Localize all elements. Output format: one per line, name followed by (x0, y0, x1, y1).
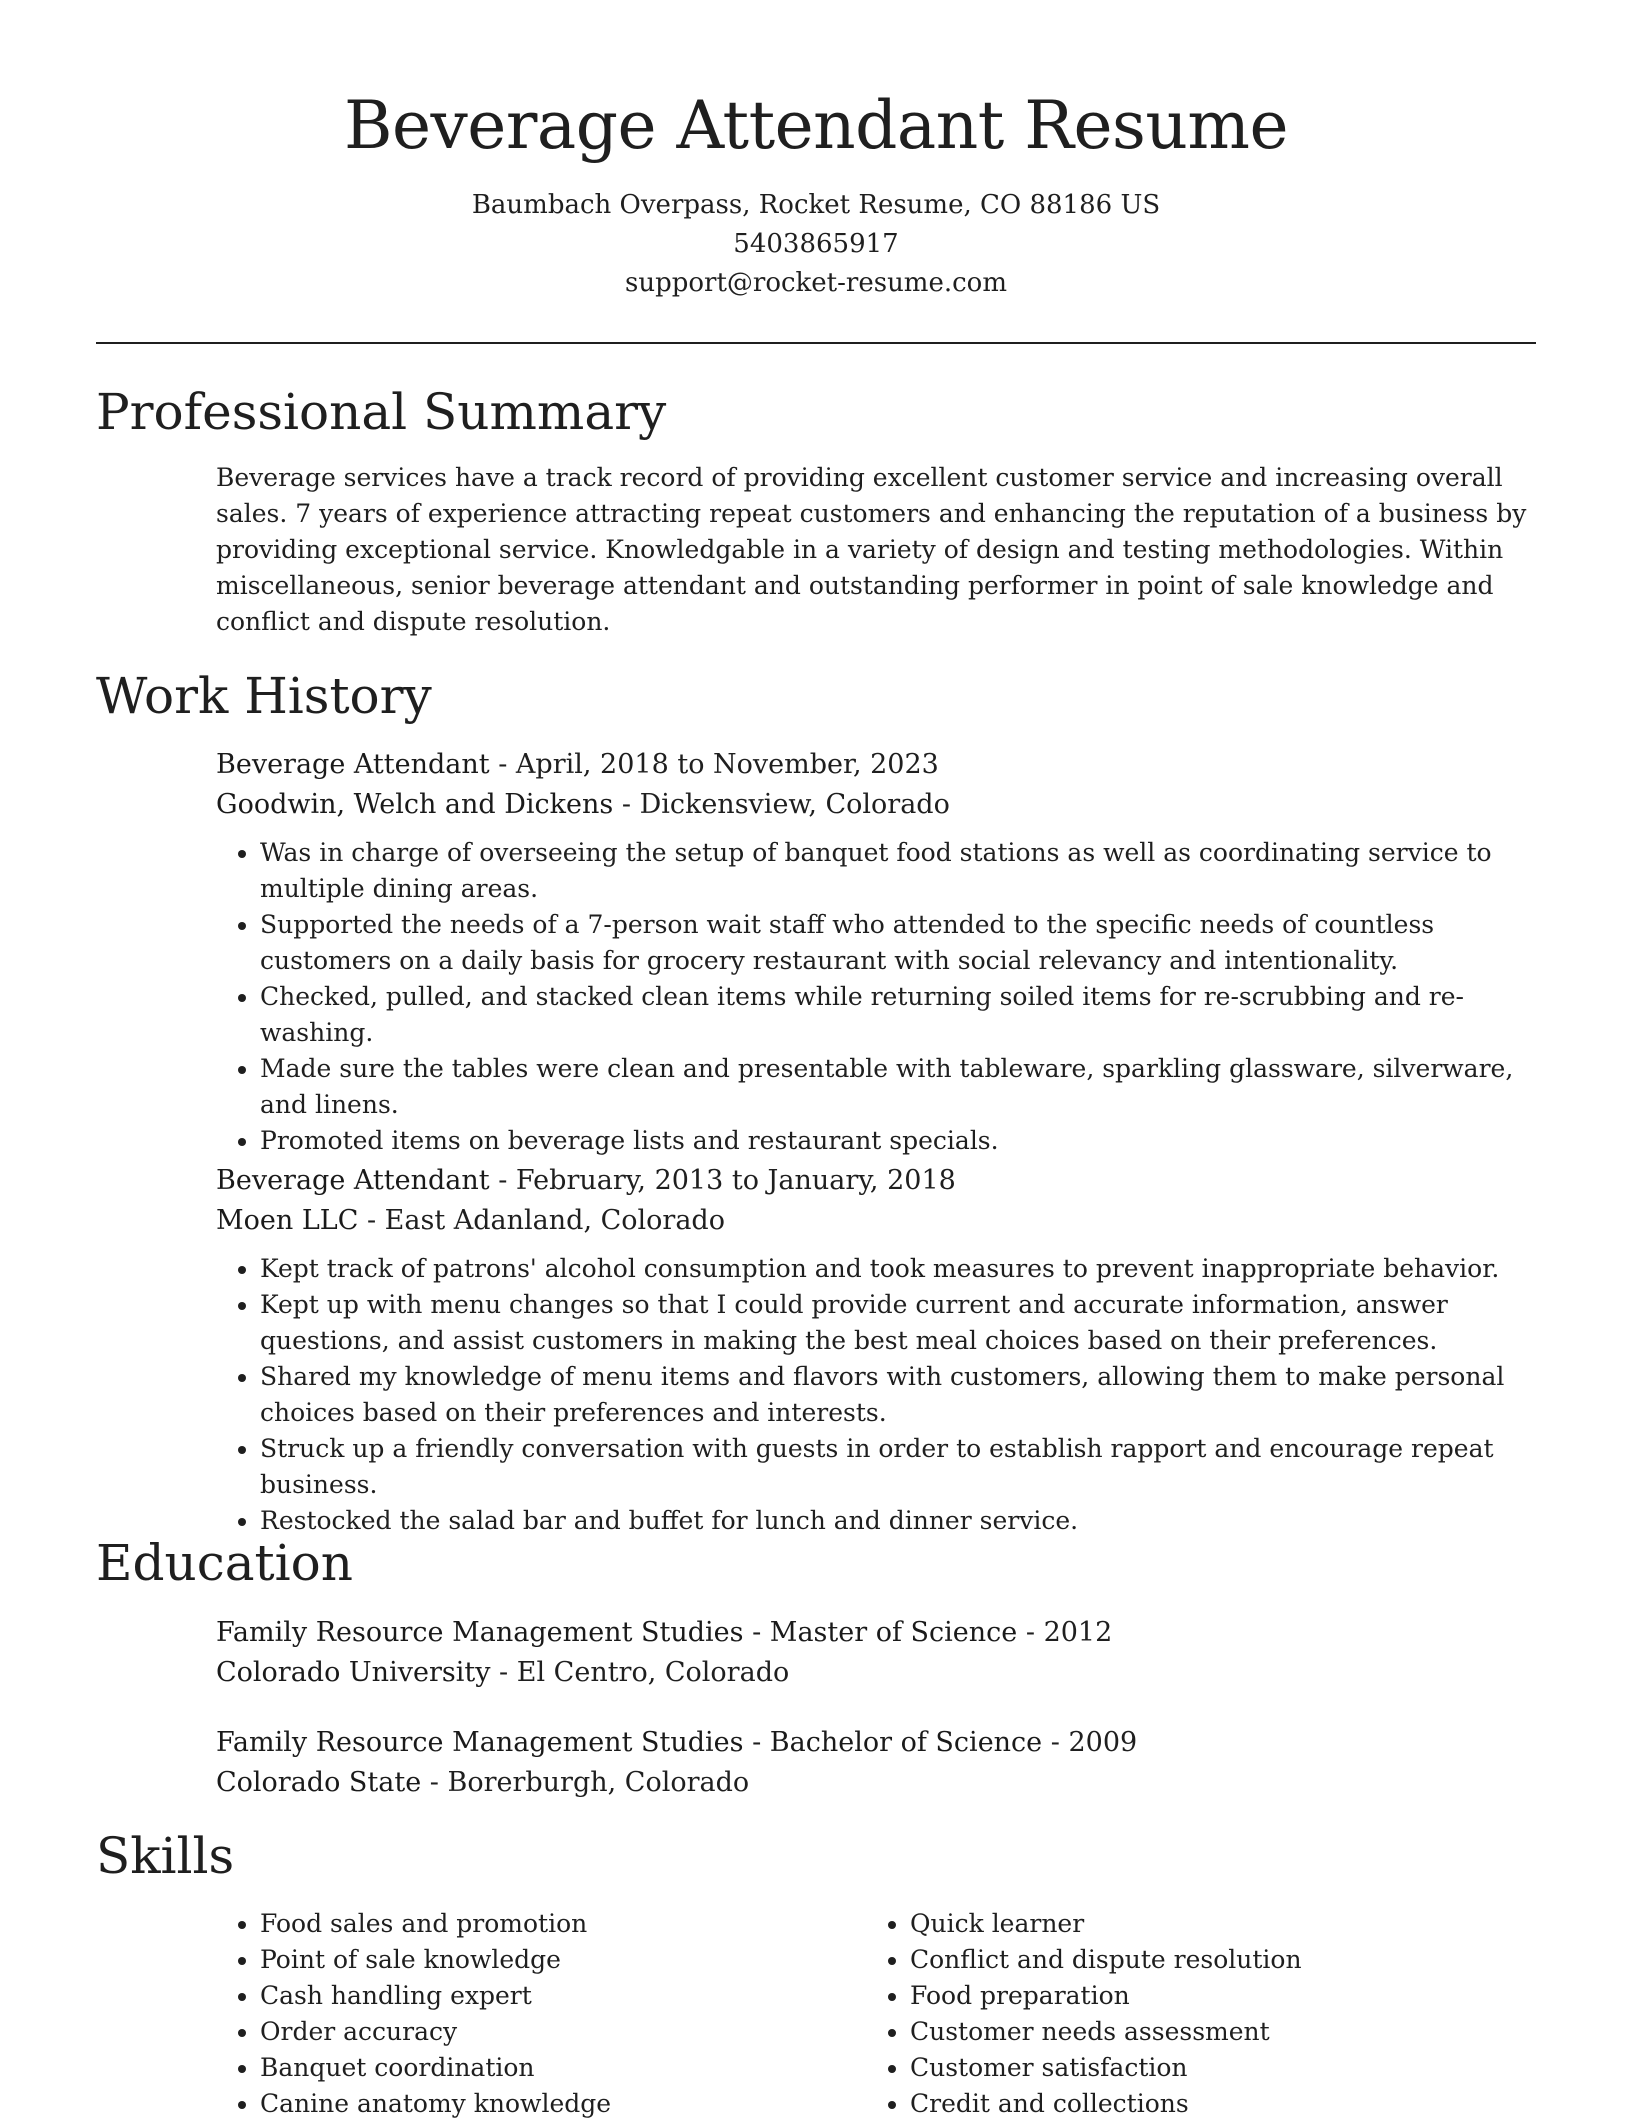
separator: - (358, 1205, 385, 1236)
resume-page (96, 0, 1536, 2118)
work-history-heading: Work History (96, 667, 432, 725)
separator: - (421, 1767, 448, 1798)
contact-phone: 5403865917 (733, 229, 899, 259)
job-title: Beverage Attendant (216, 749, 490, 780)
education-school: Colorado State (216, 1767, 422, 1798)
education-location: El Centro, Colorado (516, 1657, 790, 1688)
education-heading: Education (96, 1534, 353, 1592)
education-school-line (216, 1653, 1536, 1693)
separator: - (490, 1657, 517, 1688)
skills-list (216, 1906, 1536, 2122)
summary-section (216, 460, 1536, 640)
skill-item: • Banquet coordination (260, 2050, 866, 2086)
job-bullets (216, 835, 1536, 1159)
skill-item: • Cash handling expert (260, 1978, 866, 2014)
job-entry (216, 745, 1536, 1159)
skill-item: • Quick learner (910, 1906, 1516, 1942)
education-field: Family Resource Management Studies (216, 1727, 744, 1758)
skill-item: • Conflict and dispute resolution (910, 1942, 1516, 1978)
separator: - (743, 1727, 770, 1758)
summary-heading: Professional Summary (96, 383, 667, 441)
job-company: Goodwin, Welch and Dickens (216, 789, 614, 820)
contact-info (96, 186, 1536, 303)
job-bullet: • Supported the needs of a 7-person wait staff who attended to the specific needs of countless customers on a daily basis for grocery restaurant with social relevancy and intentionality. (260, 907, 1536, 979)
skills-heading: Skills (96, 1827, 235, 1885)
separator: - (489, 749, 516, 780)
job-title-line (216, 1161, 1536, 1201)
job-bullet: • Made sure the tables were clean and presentable with tableware, sparkling glassware, silverware, and linens. (260, 1051, 1536, 1123)
job-location: Dickensview, Colorado (639, 789, 950, 820)
job-company: Moen LLC (216, 1205, 359, 1236)
header-divider (96, 342, 1536, 344)
job-location: East Adanland, Colorado (384, 1205, 725, 1236)
job-bullet: • Struck up a friendly conversation with guests in order to establish rapport and encourage repeat business. (260, 1431, 1536, 1503)
education-school: Colorado University (216, 1657, 491, 1688)
skill-item: • Food sales and promotion (260, 1906, 866, 1942)
education-degree: Master of Science (769, 1617, 1018, 1648)
separator: - (1017, 1617, 1044, 1648)
job-bullets (216, 1251, 1536, 1539)
job-bullet: • Checked, pulled, and stacked clean items while returning soiled items for re-scrubbing and re-washing. (260, 979, 1536, 1051)
education-entry (216, 1613, 1536, 1693)
education-degree-line (216, 1613, 1536, 1653)
job-company-line (216, 1201, 1536, 1241)
job-title-line (216, 745, 1536, 785)
contact-address: Baumbach Overpass, Rocket Resume, CO 88186 US (471, 190, 1161, 220)
separator: - (489, 1165, 516, 1196)
skill-item: • Customer needs assessment (910, 2014, 1516, 2050)
job-entry (216, 1161, 1536, 1539)
skills-column-right (866, 1906, 1516, 2122)
job-bullet: • Shared my knowledge of menu items and flavors with customers, allowing them to make personal choices based on their preferences and interests. (260, 1359, 1536, 1431)
separator: - (743, 1617, 770, 1648)
skill-item: • Canine anatomy knowledge (260, 2086, 866, 2122)
education-year: 2012 (1043, 1617, 1113, 1648)
education-school-line (216, 1763, 1536, 1803)
education-degree: Bachelor of Science (769, 1727, 1043, 1758)
skill-item: • Food preparation (910, 1978, 1516, 2014)
job-title: Beverage Attendant (216, 1165, 490, 1196)
education-year: 2009 (1068, 1727, 1138, 1758)
job-bullet: • Restocked the salad bar and buffet for lunch and dinner service. (260, 1503, 1536, 1539)
skill-item: • Credit and collections (910, 2086, 1516, 2122)
education-entry (216, 1723, 1536, 1803)
resume-title: Beverage Attendant Resume (343, 87, 1289, 164)
job-bullet: • Promoted items on beverage lists and restaurant specials. (260, 1123, 1536, 1159)
education-location: Borerburgh, Colorado (447, 1767, 750, 1798)
job-bullet: • Kept track of patrons' alcohol consumption and took measures to prevent inappropriate behavior. (260, 1251, 1536, 1287)
skill-item: • Customer satisfaction (910, 2050, 1516, 2086)
job-dates: February, 2013 to January, 2018 (515, 1165, 956, 1196)
skill-item: • Order accuracy (260, 2014, 866, 2050)
education-degree-line (216, 1723, 1536, 1763)
job-bullet: • Was in charge of overseeing the setup of banquet food stations as well as coordinating service to multiple dining areas. (260, 835, 1536, 907)
separator: - (1042, 1727, 1069, 1758)
job-dates: April, 2018 to November, 2023 (515, 749, 939, 780)
summary-text: Beverage services have a track record of providing excellent customer service and increasing overall sales. 7 years of experience attracting repeat customers and enhancing the reputation of a business by providing exceptional service. Knowledgable in a variety of design and testing methodologies. Within miscellaneous, senior beverage attendant and outstanding performer in point of sale knowledge and conflict and dispute resolution. (216, 463, 1527, 636)
skills-column-left (216, 1906, 866, 2122)
education-field: Family Resource Management Studies (216, 1617, 744, 1648)
skill-item: • Point of sale knowledge (260, 1942, 866, 1978)
job-bullet: • Kept up with menu changes so that I could provide current and accurate information, answer questions, and assist customers in making the best meal choices based on their preferences. (260, 1287, 1536, 1359)
contact-email: support@rocket-resume.com (624, 268, 1007, 298)
separator: - (613, 789, 640, 820)
job-company-line (216, 785, 1536, 825)
